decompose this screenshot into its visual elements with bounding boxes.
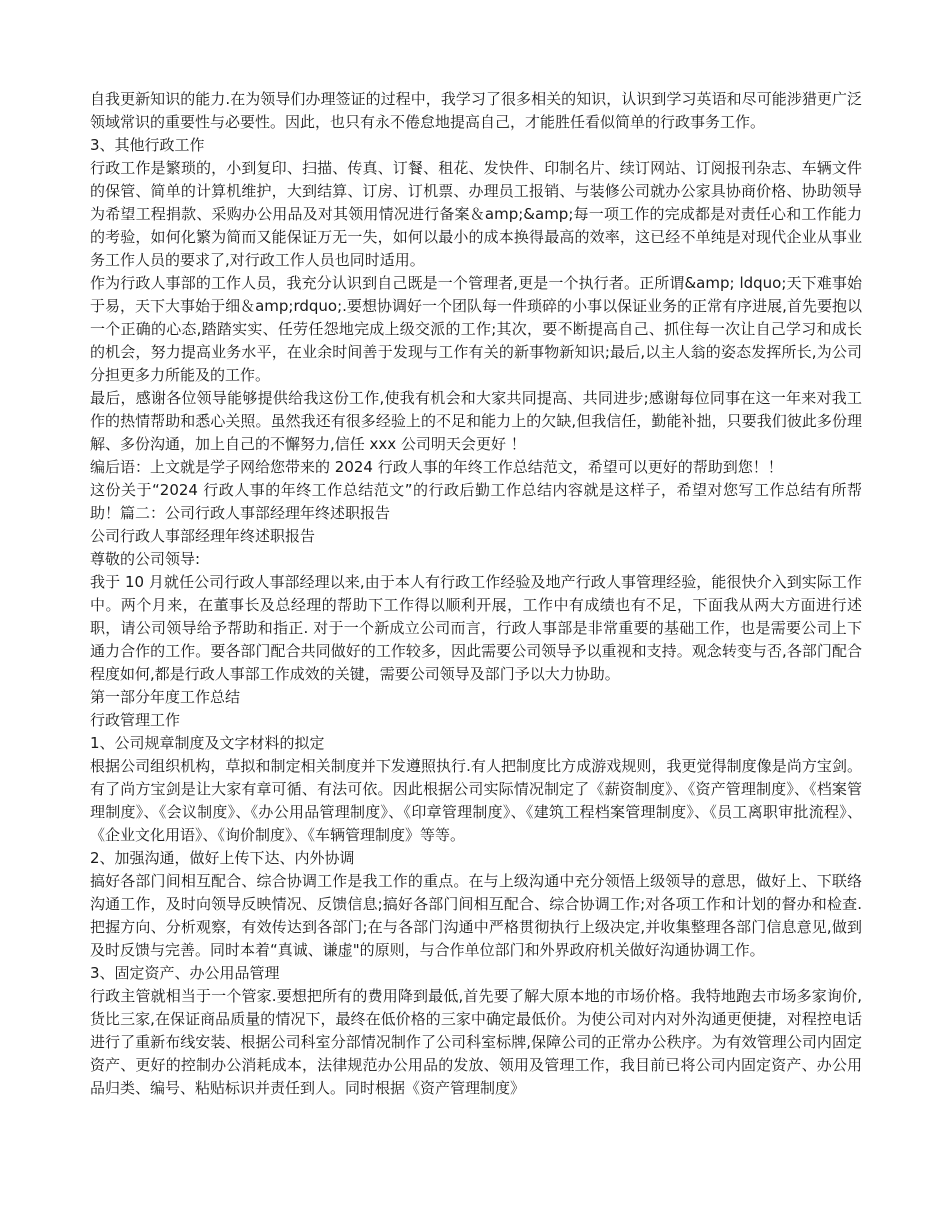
paragraph-editor-note: 编后语：上文就是学子网给您带来的 2024 行政人事的年终工作总结范文，希望可以更好的帮助到您！！	[90, 458, 783, 476]
heading-other-admin-work: 3、其他行政工作	[90, 136, 205, 154]
paragraph-role-awareness: 作为行政人事部的工作人员，我充分认识到自己既是一个管理者,更是一个执行者。正所谓&amp; ldquo;天下难事始于易，天下大事始于细＆amp;rdquo;.要想协调好一个团队每一件琐碎的小事以保证业务的正常有序进展,首先要抱以一个正确的心态,踏踏实实、任劳任怨地完成上级交派的工作;其次，要不断提高自己、抓住每一次让自己学习和成长的机会，努力提高业务水平，在业余时间善于发现与工作有关的新事物新知识;最后,以主人翁的姿态发挥所长,为公司分担更多力所能及的工作。	[90, 274, 862, 384]
paragraph-summary-transition: 这份关于“2024 行政人事的年终工作总结范文”的行政后勤工作总结内容就是这样子，希望对您写工作总结有所帮助！篇二：公司行政人事部经理年终述职报告	[90, 481, 862, 522]
paragraph-admin-tasks: 行政工作是繁琐的，小到复印、扫描、传真、订餐、租花、发快件、印制名片、续订网站、订阅报刊杂志、车辆文件的保管、简单的计算机维护，大到结算、订房、订机票、办理员工报销、与装修公司就办公家具协商价格、协助领导为希望工程捐款、采购办公用品及对其领用情况进行备案＆amp;&amp;每一项工作的完成都是对责任心和工作能力的考验，如何化繁为简而又能保证万无一失，如何以最小的成本换得最高的效率，这已经不单纯是对现代企业从事业务工作人员的要求了,对行政工作人员也同时适用。	[90, 159, 862, 269]
paragraph-communication: 搞好各部门间相互配合、综合协调工作是我工作的重点。在与上级沟通中充分领悟上级领导的意思，做好上、下联络沟通工作，及时向领导反映情况、反馈信息;搞好各部门间相互配合、综合协调工作;对各项工作和计划的督办和检查.把握方向、分析观察，有效传达到各部门;在与各部门沟通中严格贯彻执行上级决定,并收集整理各部门信息意见,做到及时反馈与完善。同时本着“真诚、谦虚"的原则，与合作单位部门和外界政府机关做好沟通协调工作。	[90, 872, 862, 959]
report-title: 公司行政人事部经理年终述职报告	[90, 527, 316, 545]
heading-communication: 2、加强沟通，做好上传下达、内外协调	[90, 849, 355, 867]
paragraph-rules-drafting: 根据公司组织机构，草拟和制定相关制度并下发遵照执行.有人把制度比方成游戏规则，我更觉得制度像是尚方宝剑。有了尚方宝剑是让大家有章可循、有法可依。因此根据公司实际情况制定了《薪资制度》、《资产管理制度》、《档案管理制度》、《会议制度》、《办公用品管理制度》、《印章管理制度》、《建筑工程档案管理制度》、《员工离职审批流程》、《企业文化用语》、《询价制度》、《车辆管理制度》等等。	[90, 757, 862, 844]
paragraph-introduction: 我于 10 月就任公司行政人事部经理以来,由于本人有行政工作经验及地产行政人事管理经验，能很快介入到实际工作中。两个月来，在董事长及总经理的帮助下工作得以顺利开展，工作中有成绩也有不足，下面我从两大方面进行述职，请公司领导给予帮助和指正. 对于一个新成立公司而言，行政人事部是非常重要的基础工作，也是需要公司上下通力合作的工作。要各部门配合共同做好的工作较多，因此需要公司领导予以重视和支持。观念转变与否,各部门配合程度如何,都是行政人事部工作成效的关键，需要公司领导及部门予以大力协助。	[90, 573, 862, 683]
paragraph-visa-knowledge: 自我更新知识的能力.在为领导们办理签证的过程中，我学习了很多相关的知识，认识到学习英语和尽可能涉猎更广泛领域常识的重要性与必要性。因此，也只有永不倦怠地提高自己，才能胜任看似简单的行政事务工作。	[90, 90, 862, 131]
paragraph-fixed-assets: 行政主管就相当于一个管家.要想把所有的费用降到最低,首先要了解大原本地的市场价格。我特地跑去市场多家询价,货比三家,在保证商品质量的情况下，最终在低价格的三家中确定最低价。为使公司对内对外沟通更便捷，对程控电话进行了重新布线安装、根据公司科室分部情况制作了公司科室标牌,保障公司的正常办公秩序。为有效管理公司内固定资产、更好的控制办公消耗成本，法律规范办公用品的发放、领用及管理工作，我目前已将公司内固定资产、办公用品归类、编号、粘贴标识并责任到人。同时根据《资产管理制度》	[90, 987, 862, 1097]
heading-rules-drafting: 1、公司规章制度及文字材料的拟定	[90, 734, 325, 752]
heading-fixed-assets: 3、固定资产、办公用品管理	[90, 964, 280, 982]
salutation: 尊敬的公司领导:	[90, 550, 201, 568]
heading-part-one: 第一部分年度工作总结	[90, 688, 241, 706]
paragraph-thanks: 最后，感谢各位领导能够提供给我这份工作,使我有机会和大家共同提高、共同进步;感谢每位同事在这一年来对我工作的热情帮助和悉心关照。虽然我还有很多经验上的不足和能力上的欠缺,但我信任，勤能补拙，只要我们彼此多份理解、多份沟通，加上自己的不懈努力,信任 xxx 公司明天会更好 ！	[90, 389, 862, 453]
heading-admin-management: 行政管理工作	[90, 711, 181, 729]
